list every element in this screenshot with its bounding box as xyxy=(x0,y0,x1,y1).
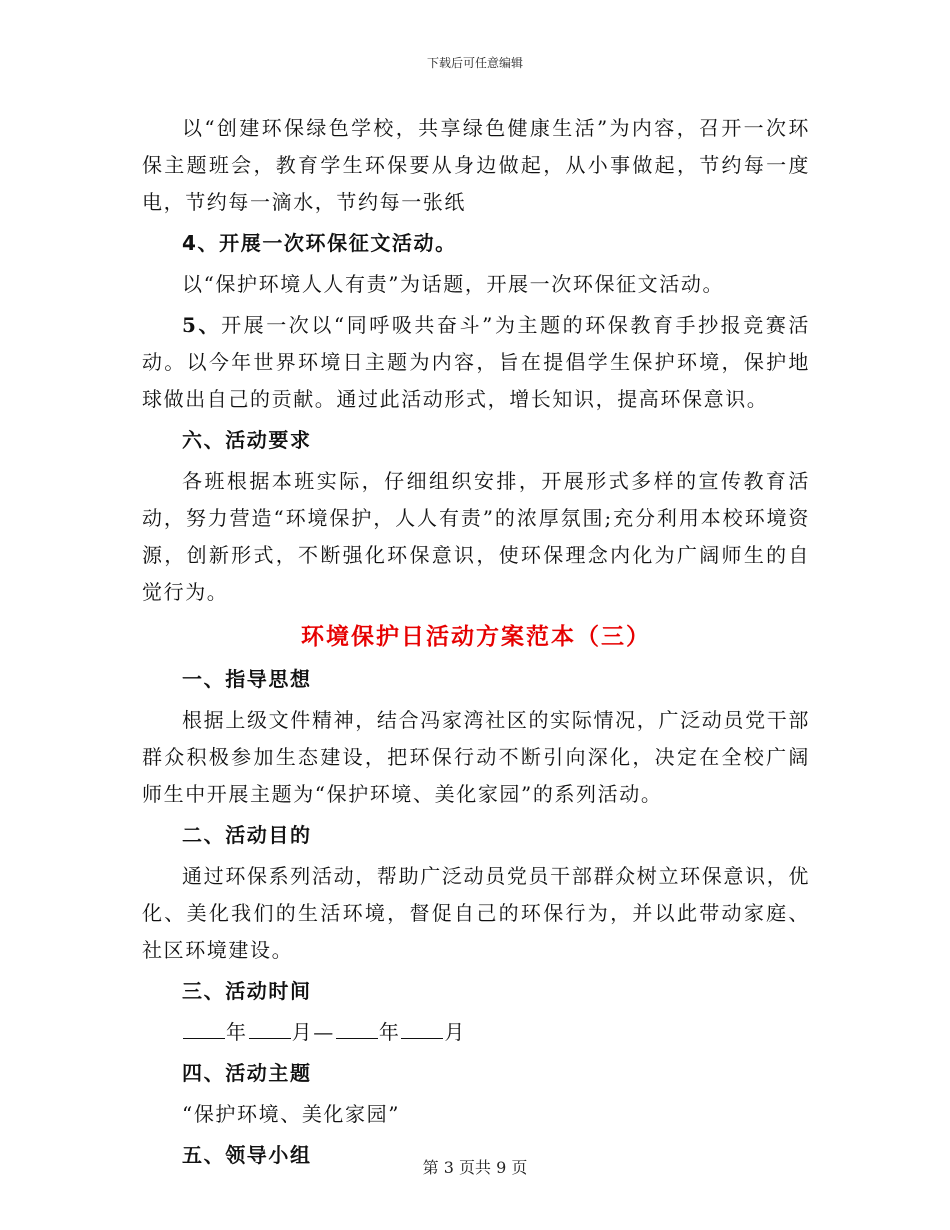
page-number: 第 3 页共 9 页 xyxy=(422,1158,528,1177)
blank-line xyxy=(336,1037,378,1039)
paragraph-class-meeting: 以“创建环保绿色学校，共享绿色健康生活”为内容，召开一次环保主题班会，教育学生环保要从身边做起，从小事做起，节约每一度电，节约每一滴水，节约每一张纸 xyxy=(142,116,810,214)
paragraph-essay-activity: 以“保护环境人人有责”为话题，开展一次环保征文活动。 xyxy=(182,272,725,296)
header-note: 下载后可任意编辑 xyxy=(426,56,523,70)
time-month-label: 月— xyxy=(291,1020,335,1044)
time-year-label: 年 xyxy=(378,1020,401,1044)
heading-activity-purpose: 二、活动目的 xyxy=(182,823,312,847)
activity-time-line xyxy=(142,1014,810,1051)
heading-leading-group: 五、领导小组 xyxy=(182,1143,312,1167)
paragraph-activity-purpose: 通过环保系列活动，帮助广泛动员党员干部群众树立环保意识，优化、美化我们的生活环境，督促自己的环保行为，并以此带动家庭、社区环境建设。 xyxy=(142,864,810,962)
heading-activity-time: 三、活动时间 xyxy=(182,979,312,1003)
paragraph-guiding-ideology: 根据上级文件精神，结合冯家湾社区的实际情况，广泛动员党干部群众积极参加生态建设，把环保行动不断引向深化，决定在全校广阔师生中开展主题为“保护环境、美化家园”的系列活动。 xyxy=(142,708,810,806)
paragraph-activity-requirements: 各班根据本班实际，仔细组织安排，开展形式多样的宣传教育活动，努力营造“环境保护，人人有责”的浓厚氛围;充分利用本校环境资源，创新形式，不断强化环保意识，使环保理念内化为广阔师生的自觉行为。 xyxy=(142,469,810,604)
blank-line xyxy=(249,1037,291,1039)
blank-line xyxy=(401,1037,443,1039)
time-year-label: 年 xyxy=(226,1020,248,1044)
heading-guiding-ideology: 一、指导思想 xyxy=(182,667,312,691)
heading-activity-requirements: 六、活动要求 xyxy=(182,428,312,452)
paragraph-poster-contest xyxy=(142,307,810,418)
activity-theme-text: “保护环境、美化家园” xyxy=(182,1102,401,1126)
item-number-5: 5、 xyxy=(182,313,222,337)
section-title: 环境保护日活动方案范本（三） xyxy=(301,624,651,650)
heading-essay-activity: 4、开展一次环保征文活动。 xyxy=(182,231,457,255)
poster-contest-text: 开展一次以“同呼吸共奋斗”为主题的环保教育手抄报竞赛活动。以今年世界环境日主题为内容，旨在提倡学生保护环境，保护地球做出自己的贡献。通过此活动形式，增长知识，提高环保意识。 xyxy=(142,313,810,411)
document-content xyxy=(142,110,810,1174)
blank-line xyxy=(183,1037,225,1039)
heading-activity-theme: 四、活动主题 xyxy=(182,1061,312,1085)
time-month-label: 月 xyxy=(444,1020,467,1044)
